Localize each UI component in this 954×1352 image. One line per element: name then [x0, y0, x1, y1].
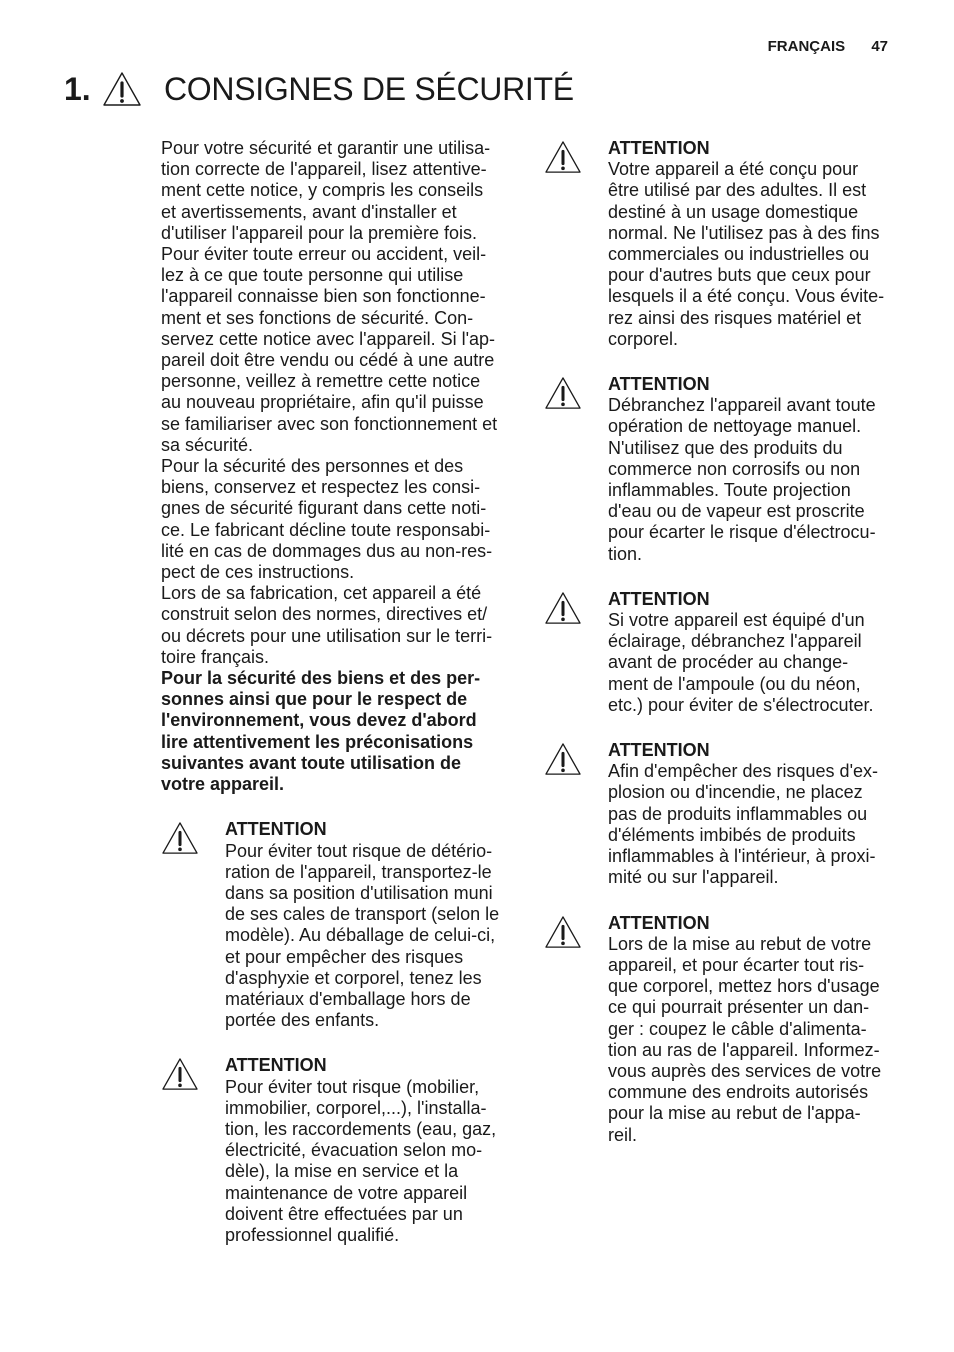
intro-bold-paragraph: Pour la sécurité des biens et des per- sonnes ainsi que pour le respect de l'environnement, vous devez d'abord lire attentivement les préconisations suivantes avant toute utilisation de votre appareil.	[161, 668, 481, 795]
warning-block	[161, 1055, 521, 1246]
warning-title: ATTENTION	[608, 138, 710, 158]
warning-block	[161, 819, 521, 1031]
section-title-row	[64, 66, 574, 112]
warning-text: Lors de la mise au rebut de votre appareil, et pour écarter tout ris- que corporel, mettez hors d'usage ce qui pourrait présenter un dan- ger : coupez le câble d'alimenta- tion au ras de l'appareil. Informez- vous auprès des services de votre commune des endroits autorisés pour la mise au rebut de l'appa- reil.	[608, 933, 882, 1145]
left-column	[161, 138, 521, 1246]
warning-triangle-icon	[161, 821, 199, 855]
warning-block	[544, 138, 904, 350]
warning-text: Pour éviter tout risque de détério- ration de l'appareil, transportez-le dans sa position d'utilisation muni de ses cales de transport (selon le modèle). Au déballage de celui-ci, et pour empêcher des risques d'asphyxie et corporel, tenez les matériaux d'emballage hors de portée des enfants.	[225, 840, 500, 1031]
intro-paragraph: Pour la sécurité des personnes et des biens, conservez et respectez les consi- gnes de sécurité figurant dans cette noti- ce. Le fabricant décline toute responsabi- lité en cas de dommages dus au non-res- pect de ces instructions.	[161, 456, 493, 583]
warning-triangle-icon	[544, 591, 582, 625]
header-language: FRANÇAIS	[767, 38, 846, 55]
warning-triangle-icon	[544, 376, 582, 410]
intro-paragraph: Pour votre sécurité et garantir une utilisa- tion correcte de l'appareil, lisez attentive- ment cette notice, y compris les conseils et avertissements, avant d'installer et d'utiliser l'appareil pour la première fois. Pour éviter toute erreur ou accident, veil- lez à ce que toute personne qui utilise l'appareil connaisse bien son fonctionne- ment et ses fonctions de sécurité. Con- servez cette notice avec l'appareil. Si l'ap- pareil doit être vendu ou cédé à une autre personne, veillez à remettre cette notice au nouveau propriétaire, afin qu'il puisse se familiariser avec son fonctionnement et sa sécurité.	[161, 138, 498, 455]
intro-text	[161, 138, 521, 795]
warning-text: Si votre appareil est équipé d'un éclairage, débranchez l'appareil avant de procéder au change- ment de l'ampoule (ou du néon, etc.) pour éviter de s'électrocuter.	[608, 610, 874, 715]
intro-paragraph: Lors de sa fabrication, cet appareil a été construit selon des normes, directives et/ ou décrets pour une utilisation sur le terri- toire français.	[161, 583, 493, 667]
warning-title: ATTENTION	[608, 374, 710, 395]
warning-title: ATTENTION	[608, 588, 710, 609]
section-title: CONSIGNES DE SÉCURITÉ	[164, 70, 574, 107]
warning-block	[544, 589, 904, 716]
warning-text: Votre appareil a été conçu pour être utilisé par des adultes. Il est destiné à un usage domestique normal. Ne l'utilisez pas à des fins commerciales ou industrielles ou pour d'autres buts que ceux pour lesquels il a été conçu. Vous évite- rez ainsi des risques matériel et corporel.	[608, 159, 885, 349]
warning-triangle-icon	[161, 1057, 199, 1091]
warning-text: Débranchez l'appareil avant toute opération de nettoyage manuel. N'utilisez que des produits du commerce non corrosifs ou non inflammables. Toute projection d'eau ou de vapeur est proscrite pour écarter le risque d'électrocu- tion.	[608, 395, 876, 564]
section-number: 1.	[64, 70, 91, 107]
warning-title: ATTENTION	[608, 912, 710, 933]
warning-triangle-icon	[102, 71, 142, 107]
warning-triangle-icon	[544, 915, 582, 949]
warning-triangle-icon	[544, 742, 582, 776]
page-number: 47	[871, 38, 888, 55]
warning-block	[544, 913, 904, 1146]
warning-text: Afin d'empêcher des risques d'ex- plosion ou d'incendie, ne placez pas de produits inflammables ou d'éléments imbibés de produits inflammables à l'intérieur, à proxi- mité ou sur l'appareil.	[608, 761, 879, 888]
warning-title: ATTENTION	[225, 1055, 327, 1076]
warning-triangle-icon	[544, 140, 582, 174]
warning-text: Pour éviter tout risque (mobilier, immobilier, corporel,...), l'installa- tion, les raccordements (eau, gaz, électricité, évacuation selon mo- dèle), la mise en service et la maintenance de votre appareil doivent être effectuées par un professionnel qualifié.	[225, 1076, 497, 1245]
warning-title: ATTENTION	[608, 740, 710, 761]
warning-block	[544, 374, 904, 565]
page-header	[768, 38, 888, 55]
right-column	[544, 138, 904, 1146]
warning-title: ATTENTION	[225, 819, 327, 840]
warning-block	[544, 740, 904, 888]
